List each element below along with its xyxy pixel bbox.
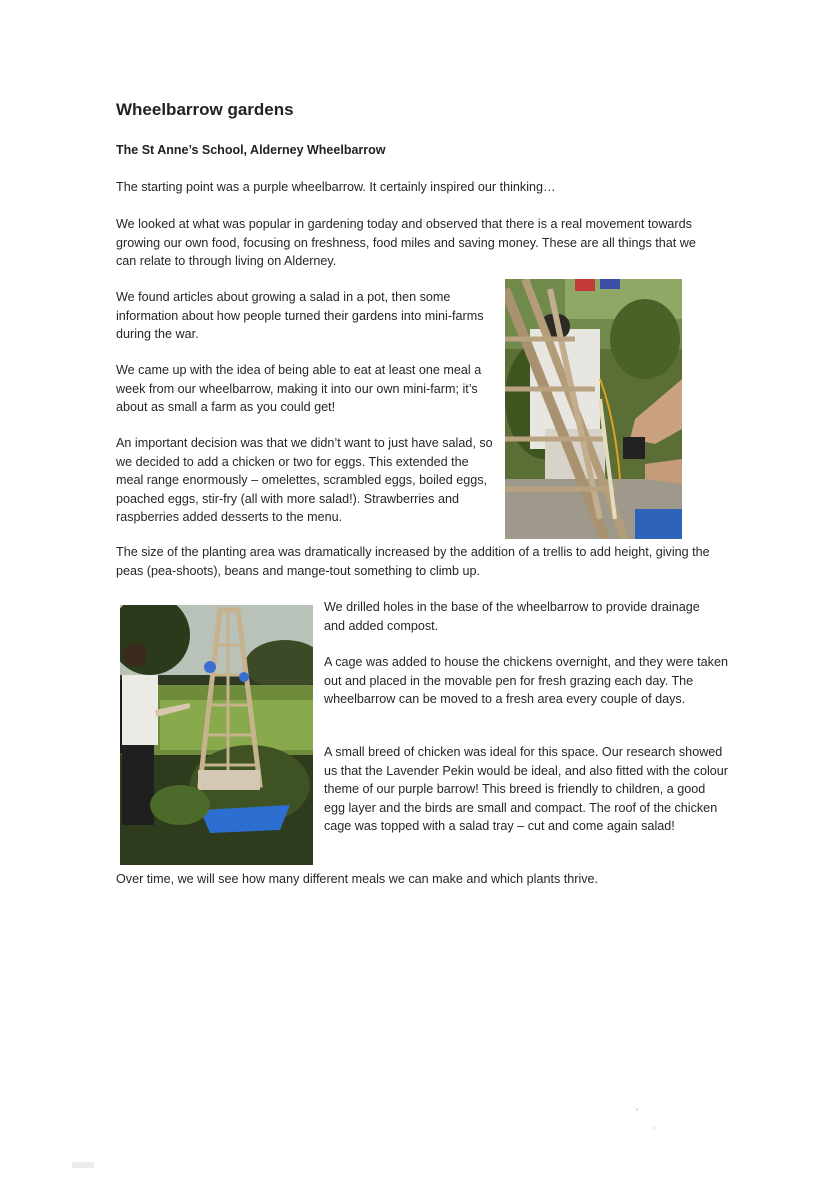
- paragraph-intro: The starting point was a purple wheelbarrow. It certainly inspired our thinking…: [116, 180, 556, 194]
- paragraph-gardening-trends: We looked at what was popular in gardening today and observed that there is a real movement towards growing our own food, focusing on freshness, food miles and saving money. These are all things that we can relate to through living on Alderney.: [116, 217, 696, 268]
- page-title: Wheelbarrow gardens: [116, 100, 294, 119]
- wheelbarrow-tower-photo: [120, 605, 313, 865]
- paragraph-meal-idea: We came up with the idea of being able to eat at least one meal a week from our wheelbarrow, making it into our own mini-farm; it’s about as small a farm as you could get!: [116, 363, 482, 414]
- paragraph-conclusion: Over time, we will see how many different meals we can make and which plants thrive.: [116, 872, 599, 886]
- paragraph-trellis: The size of the planting area was dramatically increased by the addition of a trellis to add height, giving the peas (pea-shoots), beans and mange-tout something to climb up.: [116, 545, 710, 578]
- trellis-photo: [505, 279, 682, 539]
- scan-mark: [72, 1162, 94, 1168]
- paragraph-breed: A small breed of chicken was ideal for this space. Our research showed us that the Lavender Pekin would be ideal, and also fitted with the colour theme of our purple barrow! This breed is friendly to children, a good egg layer and the birds are small and compact. The roof of the chicken cage was topped with a salad tray – cut and come again salad!: [324, 745, 728, 833]
- page-subtitle: The St Anne’s School, Alderney Wheelbarrow: [116, 143, 386, 157]
- paragraph-articles: We found articles about growing a salad in a pot, then some information about how people turned their gardens into mini-farms during the war.: [116, 290, 484, 341]
- paragraph-cage: A cage was added to house the chickens overnight, and they were taken out and placed in the movable pen for fresh grazing each day. The wheelbarrow can be moved to a fresh area every couple of days.: [324, 655, 728, 706]
- paragraph-drainage: We drilled holes in the base of the wheelbarrow to provide drainage and added compost.: [324, 600, 700, 633]
- paragraph-chickens-decision: An important decision was that we didn’t want to just have salad, so we decided to add a chicken or two for eggs. This extended the meal range enormously – omelettes, scrambled eggs, boiled eggs, poached eggs, stir-fry (all with more salad!). Strawberries and raspberries added desserts to the menu.: [116, 436, 493, 524]
- scan-mark: [636, 1108, 638, 1111]
- scan-mark: [653, 1127, 655, 1129]
